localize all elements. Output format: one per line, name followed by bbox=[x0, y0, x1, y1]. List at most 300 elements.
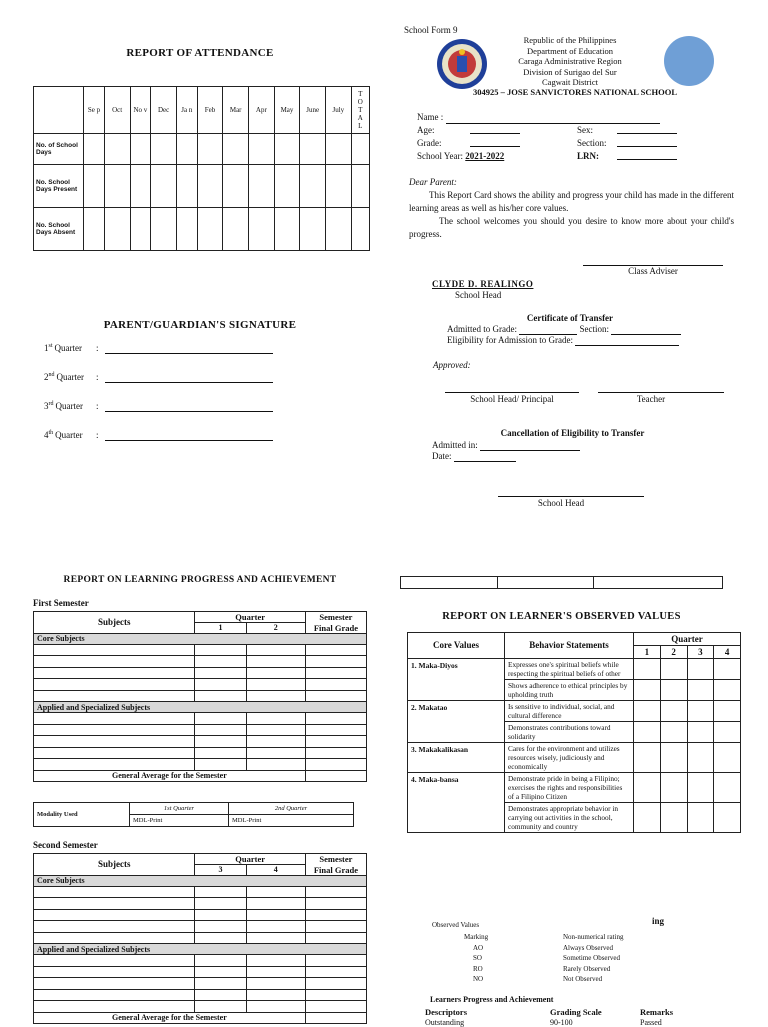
value-rating-cell[interactable] bbox=[634, 803, 661, 833]
parent-signature-field[interactable] bbox=[105, 382, 273, 383]
attendance-cell[interactable] bbox=[249, 134, 275, 165]
month-header-cell: Mar bbox=[223, 87, 249, 134]
grade-cell[interactable] bbox=[195, 667, 246, 679]
eligibility-field[interactable] bbox=[575, 336, 679, 346]
month-header-cell: No v bbox=[130, 87, 151, 134]
quarter-number-header: 4 bbox=[714, 646, 741, 659]
grade-cell[interactable] bbox=[246, 656, 305, 668]
attendance-cell[interactable] bbox=[223, 208, 249, 251]
grade-cell[interactable] bbox=[34, 747, 195, 759]
core-value-name: 3. Makakalikasan bbox=[408, 743, 505, 773]
grade-cell[interactable] bbox=[195, 966, 246, 978]
cancel-head-label: School Head bbox=[537, 498, 585, 508]
quarter-header: Quarter bbox=[195, 854, 305, 865]
grade-cell[interactable] bbox=[195, 989, 246, 1001]
subject-row bbox=[34, 667, 367, 679]
grade-cell[interactable] bbox=[34, 736, 195, 748]
final-grade-header: Final Grade bbox=[305, 623, 366, 634]
parent-quarter-row bbox=[44, 430, 284, 459]
attendance-cell[interactable] bbox=[151, 165, 177, 208]
final-grade-header: Final Grade bbox=[305, 865, 366, 876]
subjects-header: Subjects bbox=[34, 612, 195, 634]
value-rating-cell[interactable] bbox=[660, 743, 687, 773]
marking-meaning: Not Observed bbox=[563, 975, 603, 983]
semester-header: Semester bbox=[305, 612, 366, 623]
grade-cell[interactable] bbox=[305, 989, 366, 1001]
grade-cell[interactable] bbox=[34, 898, 195, 910]
attendance-title: REPORT OF ATTENDANCE bbox=[126, 47, 274, 59]
core-values-header: Core Values bbox=[408, 633, 505, 659]
value-rating-cell[interactable] bbox=[687, 701, 714, 722]
quarter-number: 1 bbox=[44, 343, 49, 353]
adviser-label: Class Adviser bbox=[628, 266, 678, 276]
parent-signature-title: PARENT/GUARDIAN'S SIGNATURE bbox=[103, 319, 297, 331]
principal-label: School Head/ Principal bbox=[470, 394, 554, 404]
grade-cell[interactable] bbox=[34, 679, 195, 691]
value-rating-cell[interactable] bbox=[634, 659, 661, 680]
grade-cell[interactable] bbox=[246, 909, 305, 921]
attendance-cell[interactable] bbox=[223, 134, 249, 165]
grade-cell[interactable] bbox=[246, 747, 305, 759]
quarter-suffix: th bbox=[48, 430, 54, 436]
grade-cell[interactable] bbox=[34, 921, 195, 933]
attendance-cell[interactable] bbox=[300, 134, 326, 165]
quarter-label bbox=[44, 372, 84, 382]
header-line: Caraga Administrative Region bbox=[518, 56, 622, 66]
grade-cell[interactable] bbox=[305, 898, 366, 910]
month-header-cell: Dec bbox=[151, 87, 177, 134]
month-header-cell: Feb bbox=[197, 87, 223, 134]
grade-cell[interactable] bbox=[246, 921, 305, 933]
grade-cell[interactable] bbox=[34, 955, 195, 967]
grade-cell[interactable] bbox=[34, 644, 195, 656]
attendance-cell[interactable] bbox=[130, 134, 151, 165]
grade-cell[interactable] bbox=[246, 978, 305, 990]
attendance-cell[interactable] bbox=[325, 134, 351, 165]
attendance-cell[interactable] bbox=[176, 165, 197, 208]
attendance-cell[interactable] bbox=[274, 208, 300, 251]
attendance-cell[interactable] bbox=[176, 134, 197, 165]
value-rating-cell[interactable] bbox=[634, 722, 661, 743]
month-header-cell: Se p bbox=[84, 87, 105, 134]
marking-code: NO bbox=[473, 975, 484, 983]
attendance-cell[interactable] bbox=[197, 208, 223, 251]
grade-cell[interactable] bbox=[34, 1001, 195, 1013]
grade-cell[interactable] bbox=[246, 679, 305, 691]
grade-cell[interactable] bbox=[305, 886, 366, 898]
grading-scale-header: Grading Scale bbox=[550, 1007, 602, 1017]
value-rating-cell[interactable] bbox=[714, 803, 741, 833]
grade-cell[interactable] bbox=[246, 932, 305, 944]
grade-cell[interactable] bbox=[195, 978, 246, 990]
subject-row bbox=[34, 656, 367, 668]
letter-paragraph-2: The school welcomes you should you desire to know more about your child's progress. bbox=[409, 216, 734, 239]
admitted-in-field[interactable] bbox=[480, 441, 580, 451]
core-value-name: 1. Maka-Diyos bbox=[408, 659, 505, 701]
lrn-field[interactable] bbox=[617, 150, 677, 160]
header-line: Division of Surigao del Sur bbox=[523, 66, 617, 77]
age-label: Age: bbox=[417, 125, 435, 135]
transfer-section-label: Section: bbox=[579, 324, 609, 334]
total-header-label: T O T A L bbox=[357, 90, 363, 130]
quarter-number: 4 bbox=[44, 430, 49, 440]
attendance-cell[interactable] bbox=[300, 165, 326, 208]
grade-cell[interactable] bbox=[246, 886, 305, 898]
photo-placeholder-circle bbox=[664, 36, 714, 86]
quarter-header: Quarter bbox=[195, 612, 305, 623]
attendance-cell[interactable] bbox=[249, 208, 275, 251]
value-rating-cell[interactable] bbox=[714, 680, 741, 701]
value-rating-cell[interactable] bbox=[714, 701, 741, 722]
quarter-number-header: 3 bbox=[195, 865, 246, 876]
quarter-number-header: 2 bbox=[660, 646, 687, 659]
quarter-label bbox=[44, 343, 82, 353]
grade-cell[interactable] bbox=[305, 644, 366, 656]
progress-title: REPORT ON LEARNING PROGRESS AND ACHIEVEMENT bbox=[63, 575, 337, 585]
value-rating-cell[interactable] bbox=[660, 659, 687, 680]
attendance-cell[interactable] bbox=[104, 134, 130, 165]
behavior-statement: Cares for the environment and utilizes resources wisely, judiciously and economically bbox=[505, 743, 634, 773]
grade-cell[interactable] bbox=[34, 886, 195, 898]
teacher-label: Teacher bbox=[636, 394, 666, 404]
grade-cell[interactable] bbox=[305, 679, 366, 691]
behavior-statement: Demonstrates contributions toward solidarity bbox=[505, 722, 634, 743]
grade-cell[interactable] bbox=[305, 932, 366, 944]
month-header-cell: Apr bbox=[249, 87, 275, 134]
value-rating-cell[interactable] bbox=[660, 803, 687, 833]
marking-legend-header bbox=[432, 932, 652, 943]
rating-col-header: Non-numerical rating bbox=[563, 933, 624, 941]
name-field[interactable] bbox=[446, 114, 660, 124]
lrn-label: LRN: bbox=[577, 151, 599, 161]
attendance-cell[interactable] bbox=[274, 134, 300, 165]
parent-signature-field[interactable] bbox=[105, 353, 273, 354]
grade-cell[interactable] bbox=[305, 921, 366, 933]
grade-cell[interactable] bbox=[305, 736, 366, 748]
attendance-cell[interactable] bbox=[176, 208, 197, 251]
core-value-name: 4. Maka-bansa bbox=[408, 773, 505, 833]
grade-cell[interactable] bbox=[195, 690, 246, 702]
grade-cell[interactable] bbox=[195, 955, 246, 967]
month-header-cell: July bbox=[325, 87, 351, 134]
general-average-cell[interactable] bbox=[305, 1012, 366, 1023]
modality-table bbox=[33, 802, 354, 827]
grade-cell[interactable] bbox=[305, 656, 366, 668]
marking-legend-row bbox=[432, 964, 652, 975]
quarter-suffix: rd bbox=[48, 401, 54, 407]
subject-row bbox=[34, 921, 367, 933]
subject-row bbox=[34, 978, 367, 990]
grade-field[interactable] bbox=[470, 137, 520, 147]
attendance-cell[interactable] bbox=[130, 165, 151, 208]
attendance-cell[interactable] bbox=[130, 208, 151, 251]
attendance-cell[interactable] bbox=[249, 165, 275, 208]
behavior-row bbox=[408, 743, 741, 773]
grade-cell[interactable] bbox=[305, 1001, 366, 1013]
grade-cell[interactable] bbox=[34, 909, 195, 921]
grade-cell[interactable] bbox=[34, 656, 195, 668]
behavior-statement: Demonstrates appropriate behavior in carrying out activities in the school, community and country bbox=[505, 803, 634, 833]
grade-cell[interactable] bbox=[305, 955, 366, 967]
grade-cell[interactable] bbox=[195, 1001, 246, 1013]
grade-cell[interactable] bbox=[34, 724, 195, 736]
age-field[interactable] bbox=[470, 124, 520, 134]
quarter-suffix: nd bbox=[48, 372, 55, 378]
grade-cell[interactable] bbox=[34, 966, 195, 978]
quarter-colon: : bbox=[96, 401, 99, 411]
attendance-cell[interactable] bbox=[274, 165, 300, 208]
grade-cell[interactable] bbox=[305, 978, 366, 990]
quarter-colon: : bbox=[96, 430, 99, 440]
value-rating-cell[interactable] bbox=[634, 773, 661, 803]
value-rating-cell[interactable] bbox=[714, 743, 741, 773]
value-rating-cell[interactable] bbox=[687, 680, 714, 701]
sex-field[interactable] bbox=[617, 124, 677, 134]
value-rating-cell[interactable] bbox=[660, 701, 687, 722]
subject-row bbox=[34, 644, 367, 656]
grade-cell[interactable] bbox=[34, 989, 195, 1001]
header-line: Department of Education bbox=[527, 45, 613, 56]
subject-row bbox=[34, 1001, 367, 1013]
attendance-row-label: No. of School Days bbox=[34, 134, 84, 165]
grade-cell[interactable] bbox=[34, 713, 195, 725]
grade-cell[interactable] bbox=[246, 955, 305, 967]
value-rating-cell[interactable] bbox=[660, 773, 687, 803]
grade-cell[interactable] bbox=[195, 644, 246, 656]
grade-cell[interactable] bbox=[246, 1001, 305, 1013]
quarter-number-header: 1 bbox=[634, 646, 661, 659]
value-rating-cell[interactable] bbox=[687, 722, 714, 743]
observed-values-label: Observed Values bbox=[432, 921, 480, 929]
grade-cell[interactable] bbox=[195, 886, 246, 898]
value-rating-cell[interactable] bbox=[634, 701, 661, 722]
subject-row bbox=[34, 736, 367, 748]
subject-row bbox=[34, 989, 367, 1001]
grade-cell[interactable] bbox=[305, 747, 366, 759]
attendance-cell[interactable] bbox=[197, 165, 223, 208]
subject-row bbox=[34, 747, 367, 759]
grade-cell[interactable] bbox=[195, 898, 246, 910]
general-average-label: General Average for the Semester bbox=[34, 770, 306, 781]
grade-cell[interactable] bbox=[34, 690, 195, 702]
grade-cell[interactable] bbox=[195, 759, 246, 771]
grading-scale-outstanding: 90-100 bbox=[550, 1018, 573, 1027]
grade-cell[interactable] bbox=[34, 667, 195, 679]
grading-descriptor-outstanding: Outstanding bbox=[425, 1018, 465, 1027]
attendance-cell[interactable] bbox=[351, 208, 369, 251]
grade-cell[interactable] bbox=[34, 759, 195, 771]
grade-cell[interactable] bbox=[246, 724, 305, 736]
grade-cell[interactable] bbox=[195, 932, 246, 944]
quarter-header: Quarter bbox=[634, 633, 741, 646]
subject-row bbox=[34, 909, 367, 921]
admitted-grade-label: Admitted to Grade: bbox=[447, 324, 517, 334]
grade-cell[interactable] bbox=[305, 759, 366, 771]
grade-cell[interactable] bbox=[305, 713, 366, 725]
behavior-statement: Shows adherence to ethical principles by upholding truth bbox=[505, 680, 634, 701]
grade-cell[interactable] bbox=[195, 736, 246, 748]
value-rating-cell[interactable] bbox=[714, 722, 741, 743]
marking-legend-row bbox=[432, 943, 652, 954]
subject-row bbox=[34, 966, 367, 978]
attendance-row-label: No. School Days Present bbox=[34, 165, 84, 208]
grade-cell[interactable] bbox=[195, 909, 246, 921]
school-name: 304925 – JOSE SANVICTORES NATIONAL SCHOOL bbox=[473, 87, 677, 97]
quarter-colon: : bbox=[96, 343, 99, 353]
grade-cell[interactable] bbox=[34, 978, 195, 990]
header-line: Cagwait District bbox=[542, 77, 598, 87]
attendance-cell[interactable] bbox=[325, 165, 351, 208]
quarter-word: Quarter bbox=[55, 430, 83, 440]
grade-cell[interactable] bbox=[246, 736, 305, 748]
attendance-cell[interactable] bbox=[84, 165, 105, 208]
grade-cell[interactable] bbox=[246, 989, 305, 1001]
sex-label: Sex: bbox=[577, 125, 594, 135]
marking-meaning: Rarely Observed bbox=[563, 964, 611, 973]
grade-cell[interactable] bbox=[246, 667, 305, 679]
behavior-row bbox=[408, 773, 741, 803]
grade-cell[interactable] bbox=[305, 724, 366, 736]
subject-row bbox=[34, 724, 367, 736]
grade-cell[interactable] bbox=[246, 759, 305, 771]
quarter-word: Quarter bbox=[54, 343, 82, 353]
parent-quarter-row bbox=[44, 401, 284, 430]
remarks-header: Remarks bbox=[640, 1007, 674, 1017]
date-field[interactable] bbox=[454, 452, 516, 462]
value-rating-cell[interactable] bbox=[687, 803, 714, 833]
blank-header-strip bbox=[400, 576, 723, 589]
grade-cell[interactable] bbox=[246, 898, 305, 910]
quarter-number: 3 bbox=[44, 401, 49, 411]
grade-cell[interactable] bbox=[305, 667, 366, 679]
grade-cell[interactable] bbox=[305, 690, 366, 702]
attendance-cell[interactable] bbox=[151, 134, 177, 165]
eligibility-label: Eligibility for Admission to Grade: bbox=[447, 335, 573, 345]
school-head-name: CLYDE D. REALINGO bbox=[432, 279, 534, 289]
quarter-word: Quarter bbox=[56, 372, 84, 382]
attendance-cell[interactable] bbox=[351, 165, 369, 208]
grading-title: Learners Progress and Achievement bbox=[430, 995, 554, 1004]
behavior-row bbox=[408, 701, 741, 722]
quarter-number: 2 bbox=[44, 372, 49, 382]
attendance-cell[interactable] bbox=[84, 208, 105, 251]
value-rating-cell[interactable] bbox=[660, 722, 687, 743]
month-header-cell: June bbox=[300, 87, 326, 134]
value-rating-cell[interactable] bbox=[634, 680, 661, 701]
grade-cell[interactable] bbox=[246, 644, 305, 656]
parent-signature-field[interactable] bbox=[105, 411, 273, 412]
grade-cell[interactable] bbox=[195, 679, 246, 691]
attendance-cell[interactable] bbox=[325, 208, 351, 251]
subject-row bbox=[34, 759, 367, 771]
quarter-word: Quarter bbox=[55, 401, 83, 411]
first-semester-label: First Semester bbox=[33, 598, 89, 608]
value-rating-cell[interactable] bbox=[634, 743, 661, 773]
grade-label: Grade: bbox=[417, 138, 442, 148]
descriptors-header: Descriptors bbox=[425, 1007, 468, 1017]
core-value-name: 2. Makatao bbox=[408, 701, 505, 743]
first-semester-table bbox=[33, 611, 367, 782]
admitted-grade-field[interactable] bbox=[519, 325, 577, 335]
subject-row bbox=[34, 713, 367, 725]
grade-cell[interactable] bbox=[246, 690, 305, 702]
quarter-label bbox=[44, 430, 83, 440]
letter-salutation: Dear Parent: bbox=[409, 177, 457, 187]
attendance-row-label: No. School Days Absent bbox=[34, 208, 84, 251]
grade-cell[interactable] bbox=[246, 966, 305, 978]
grade-cell[interactable] bbox=[195, 921, 246, 933]
marking-legend-row bbox=[432, 953, 652, 964]
grade-cell[interactable] bbox=[246, 713, 305, 725]
quarter-colon: : bbox=[96, 372, 99, 382]
parent-quarter-row bbox=[44, 343, 284, 372]
value-rating-cell[interactable] bbox=[687, 773, 714, 803]
value-rating-cell[interactable] bbox=[687, 659, 714, 680]
attendance-cell[interactable] bbox=[223, 165, 249, 208]
attendance-cell[interactable] bbox=[197, 134, 223, 165]
month-header-cell: Oct bbox=[104, 87, 130, 134]
parent-quarter-list bbox=[44, 343, 284, 459]
grade-cell[interactable] bbox=[195, 724, 246, 736]
value-rating-cell[interactable] bbox=[687, 743, 714, 773]
grade-cell[interactable] bbox=[305, 909, 366, 921]
attendance-cell[interactable] bbox=[300, 208, 326, 251]
school-year-value: 2021-2022 bbox=[465, 151, 505, 161]
transfer-section-field[interactable] bbox=[611, 325, 681, 335]
subject-category-row: Applied and Specialized Subjects bbox=[34, 702, 367, 713]
attendance-cell[interactable] bbox=[351, 134, 369, 165]
value-rating-cell[interactable] bbox=[714, 659, 741, 680]
month-header-cell: Ja n bbox=[176, 87, 197, 134]
value-rating-cell[interactable] bbox=[660, 680, 687, 701]
attendance-row bbox=[34, 208, 370, 251]
behavior-statements-header: Behavior Statements bbox=[505, 633, 634, 659]
quarter-number-header: 1 bbox=[195, 623, 246, 634]
modality-q1-header: 1st Quarter bbox=[130, 803, 229, 815]
attendance-cell[interactable] bbox=[84, 134, 105, 165]
school-head-title: School Head bbox=[455, 290, 502, 300]
attendance-row bbox=[34, 134, 370, 165]
grade-cell[interactable] bbox=[195, 713, 246, 725]
modality-q2-value: MDL-Print bbox=[229, 815, 354, 827]
grade-cell[interactable] bbox=[195, 656, 246, 668]
student-info bbox=[417, 111, 737, 163]
grade-cell[interactable] bbox=[195, 747, 246, 759]
transfer-title: Certificate of Transfer bbox=[526, 313, 614, 323]
quarter-number-header: 3 bbox=[687, 646, 714, 659]
subject-row bbox=[34, 690, 367, 702]
parent-signature-field[interactable] bbox=[105, 440, 273, 441]
general-average-label: General Average for the Semester bbox=[34, 1012, 306, 1023]
value-rating-cell[interactable] bbox=[714, 773, 741, 803]
behavior-statement: Is sensitive to individual, social, and cultural difference bbox=[505, 701, 634, 722]
deped-seal-icon bbox=[436, 38, 488, 90]
school-form-label: School Form 9 bbox=[404, 25, 458, 35]
modality-q1-value: MDL-Print bbox=[130, 815, 229, 827]
attendance-cell[interactable] bbox=[104, 165, 130, 208]
marking-code: RO bbox=[473, 964, 483, 973]
attendance-cell[interactable] bbox=[151, 208, 177, 251]
grade-cell[interactable] bbox=[305, 966, 366, 978]
subjects-header: Subjects bbox=[34, 854, 195, 876]
section-field[interactable] bbox=[617, 137, 677, 147]
grade-cell[interactable] bbox=[34, 932, 195, 944]
month-header-cell: May bbox=[274, 87, 300, 134]
transfer-fields bbox=[447, 324, 681, 346]
general-average-cell[interactable] bbox=[305, 770, 366, 781]
header-agency-lines bbox=[500, 35, 640, 88]
attendance-cell[interactable] bbox=[104, 208, 130, 251]
